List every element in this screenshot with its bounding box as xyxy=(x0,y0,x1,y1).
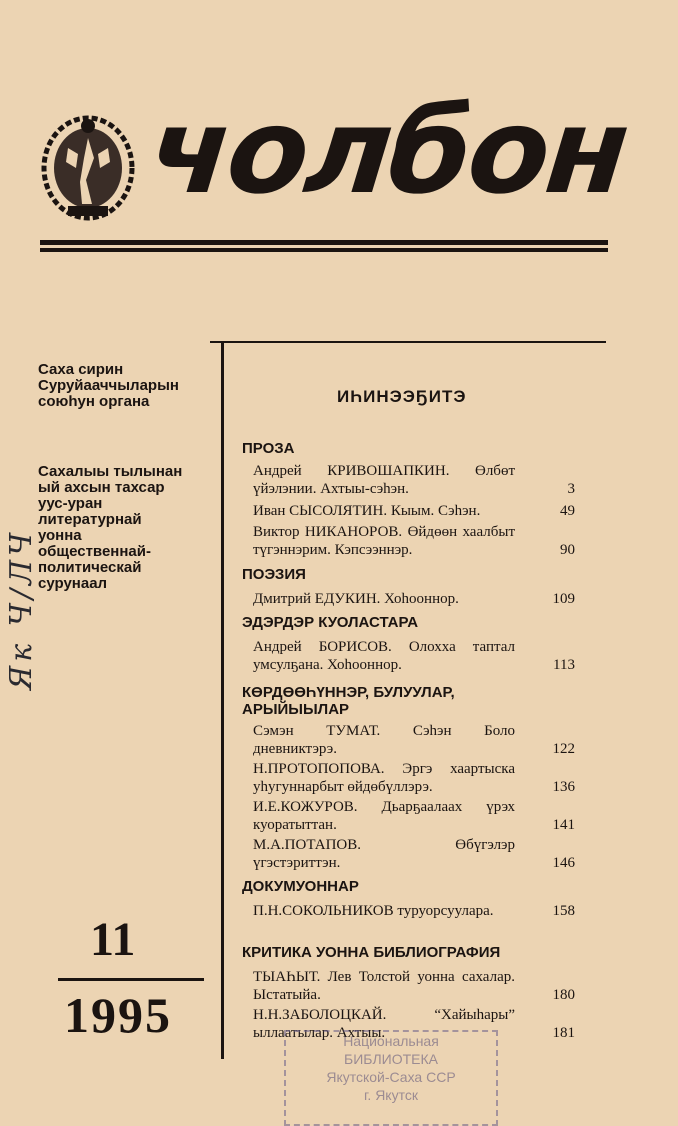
toc-entry xyxy=(253,902,575,920)
entry-page: 3 xyxy=(567,481,575,497)
entry-page: 181 xyxy=(552,1025,575,1041)
contents-title: ИҺИНЭЭҔИТЭ xyxy=(337,387,467,406)
organ-statement xyxy=(38,362,218,410)
journal-description xyxy=(38,464,218,592)
masthead-rule-bottom xyxy=(40,248,608,252)
toc-entry xyxy=(253,523,575,559)
toc-entry xyxy=(253,638,575,674)
toc-entry xyxy=(253,590,575,608)
stamp-line: БИБЛИОТЕКА xyxy=(344,1051,438,1067)
entry-page: 113 xyxy=(553,657,575,673)
contents-top-rule xyxy=(210,341,606,343)
entry-page: 158 xyxy=(552,903,575,919)
entry-text: Дмитрий ЕДУКИН. Хоһооннор. xyxy=(253,591,459,607)
column-divider xyxy=(221,343,224,1059)
organ-line: союһун органа xyxy=(38,393,150,410)
toc-entry xyxy=(253,798,575,834)
description-line: общественнай- xyxy=(38,543,151,560)
entry-text: Сэмэн ТУМАТ. Сэһэн Боло дневниктэрэ. xyxy=(253,723,515,757)
masthead-rule-top xyxy=(40,240,608,245)
description-line: уонна xyxy=(38,527,82,544)
entry-text: Н.ПРОТОПОПОВА. Эргэ хаартыска уһугуннарбыт өйдөбүллэрэ. xyxy=(253,761,515,795)
handwritten-note: Як Ч/ЛЧ xyxy=(4,528,39,690)
entry-page: 141 xyxy=(552,817,575,833)
section-title: ПРОЗА xyxy=(242,440,295,457)
issue-divider-rule xyxy=(58,978,204,981)
section-title: ДОКУМУОННАР xyxy=(242,878,359,895)
description-line: политическай xyxy=(38,559,142,576)
entry-text: ТЫАҺЫТ. Лев Толстой уонна сахалар. Ыстатыйа. xyxy=(253,969,515,1003)
description-line: уус-уран xyxy=(38,495,103,512)
organ-line: Суруйааччыларын xyxy=(38,377,179,394)
entry-text: П.Н.СОКОЛЬНИКОВ туруорсуулара. xyxy=(253,903,494,919)
toc-entry xyxy=(253,760,575,796)
entry-page: 49 xyxy=(560,503,575,519)
section-title: ЭДЭРДЭР КУОЛАСТАРА xyxy=(242,614,419,631)
section-title: КРИТИКА УОННА БИБЛИОГРАФИЯ xyxy=(242,944,501,961)
description-line: ый ахсын тахсар xyxy=(38,479,165,496)
entry-page: 122 xyxy=(552,741,575,757)
toc-entry xyxy=(253,502,575,520)
coat-of-arms-emblem xyxy=(38,108,138,224)
section-title: ПОЭЗИЯ xyxy=(242,566,306,583)
entry-page: 136 xyxy=(552,779,575,795)
section-title: КӨРДӨӨҺҮННЭР, БУЛУУЛАР, АРЫЙЫЫЛАР xyxy=(242,684,455,718)
stamp-line: г. Якутск xyxy=(364,1087,418,1103)
organ-line: Саха сирин xyxy=(38,361,124,378)
entry-text: Андрей БОРИСОВ. Олохха таптал умсулҕана. Хоһооннор. xyxy=(253,639,515,673)
toc-entry xyxy=(253,968,575,1004)
entry-text: Андрей КРИВОШАПКИН. Өлбөт үйэлэнии. Ахтыы-сэһэн. xyxy=(253,463,515,497)
entry-text: М.А.ПОТАПОВ. Өбүгэлэр үгэстэриттэн. xyxy=(253,837,515,871)
description-line: литературнай xyxy=(38,511,142,528)
toc-entry xyxy=(253,836,575,872)
issue-year: 1995 xyxy=(64,987,172,1043)
entry-text: Виктор НИКАНОРОВ. Өйдөөн хаалбыт түгэннэрим. Кэпсээннэр. xyxy=(253,524,515,558)
entry-text: Иван СЫСОЛЯТИН. Кыым. Сэһэн. xyxy=(253,503,481,519)
entry-page: 90 xyxy=(560,542,575,558)
toc-entry xyxy=(253,722,575,758)
library-stamp xyxy=(284,1030,498,1126)
entry-page: 146 xyxy=(552,855,575,871)
entry-text: И.Е.КОЖУРОВ. Дьарҕаалаах үрэх куоратыттан. xyxy=(253,799,515,833)
stamp-line: Якутской-Саха ССР xyxy=(326,1069,456,1085)
entry-page: 180 xyxy=(552,987,575,1003)
toc-entry xyxy=(253,462,575,498)
description-line: Сахалыы тылынан xyxy=(38,463,183,480)
stamp-line: Национальная xyxy=(343,1033,439,1049)
entry-page: 109 xyxy=(552,591,575,607)
description-line: сурунаал xyxy=(38,575,108,592)
issue-number: 11 xyxy=(90,913,136,966)
journal-logo: чолбон xyxy=(142,82,633,220)
entry-text: Н.Н.ЗАБОЛОЦКАЙ. “Хайыһары” ыллаатылар. Ахтыы. xyxy=(253,1007,515,1041)
